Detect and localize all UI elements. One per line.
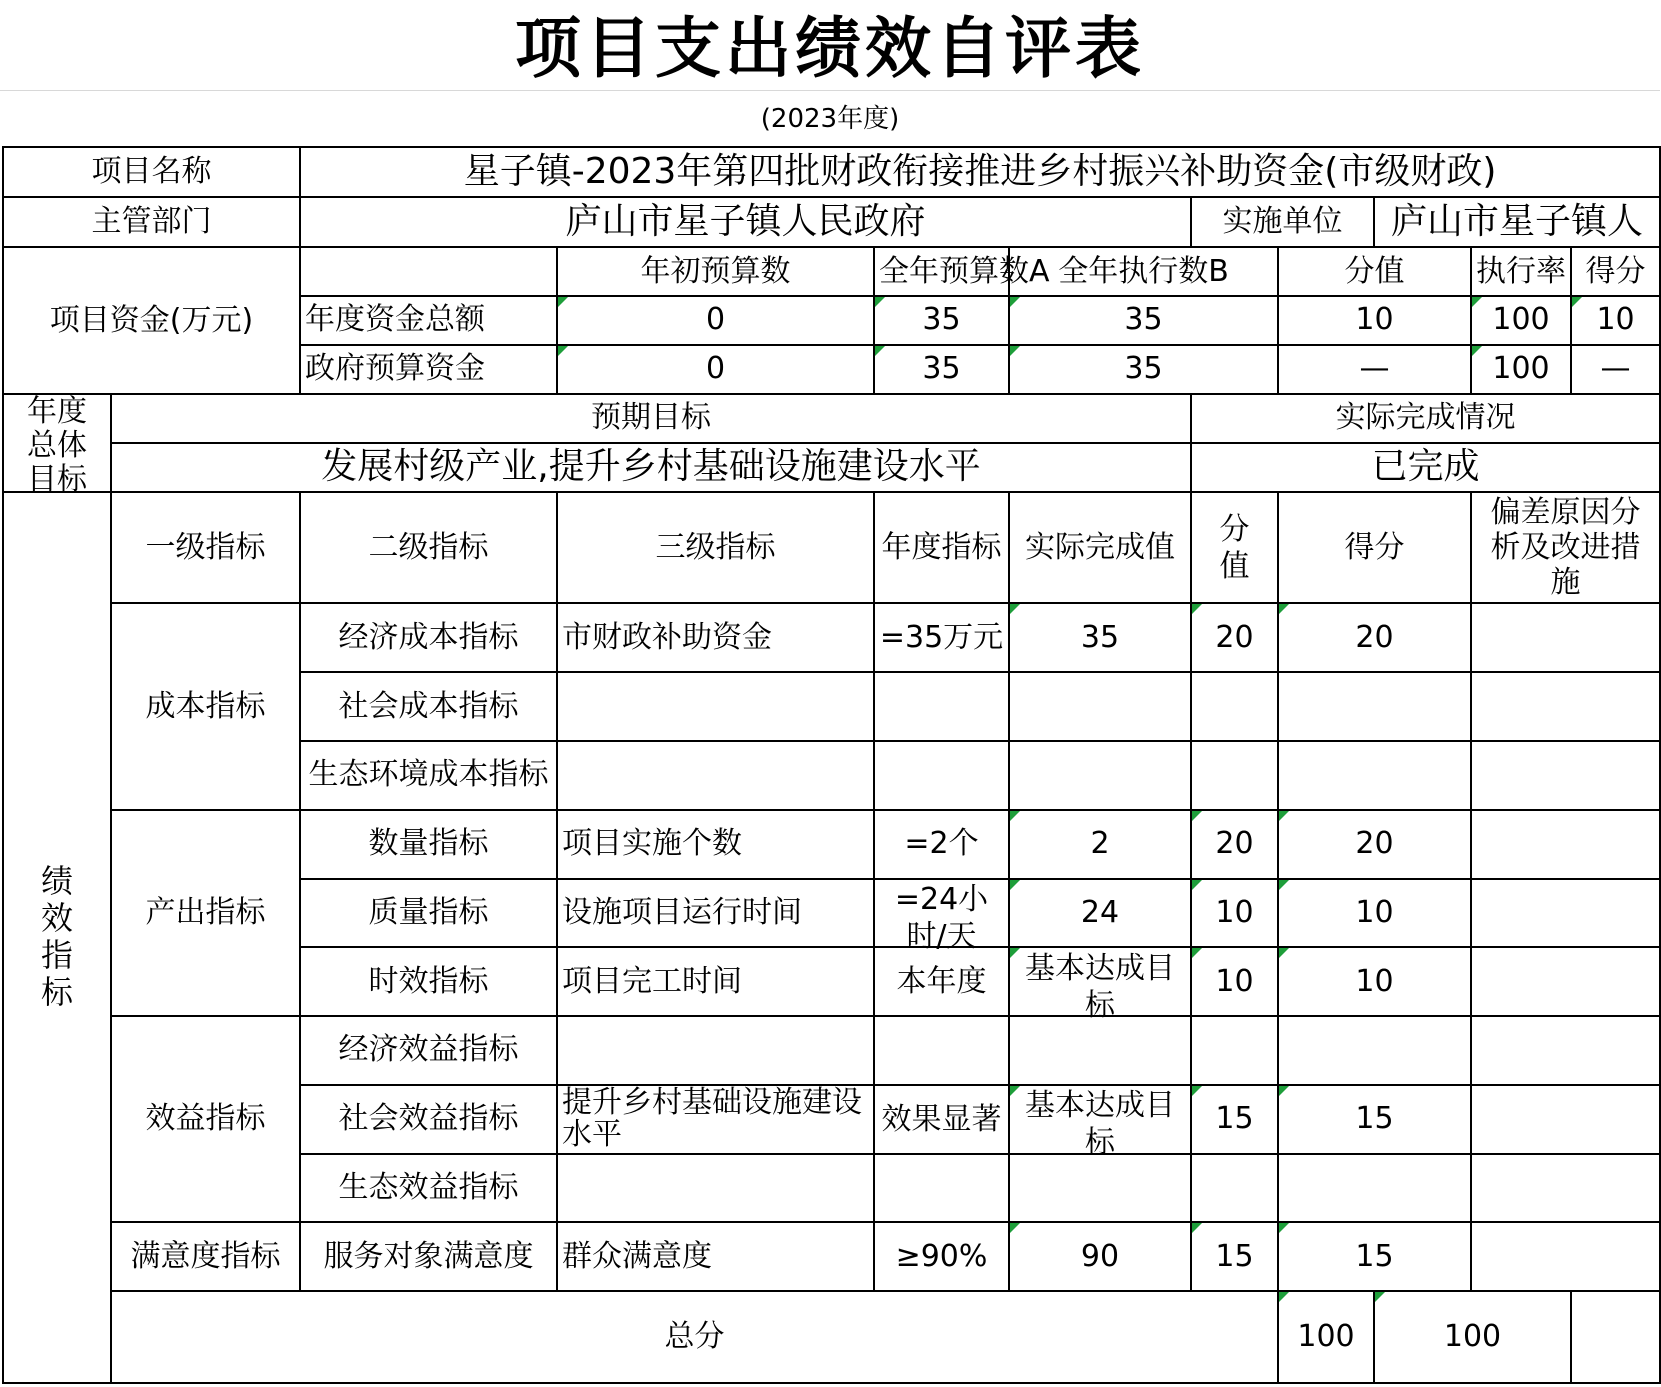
ind-level3[interactable] xyxy=(557,1154,874,1223)
impl-value[interactable]: 庐山市星子镇人 xyxy=(1374,197,1660,247)
funds-header-score: 得分 xyxy=(1571,247,1660,296)
ind-weight[interactable]: 20 xyxy=(1191,603,1278,672)
ind-note[interactable] xyxy=(1471,741,1660,810)
total-note[interactable] xyxy=(1571,1291,1660,1383)
ind-score[interactable]: 15 xyxy=(1278,1222,1471,1291)
ind-actual[interactable]: 基本达成目标 xyxy=(1009,1085,1191,1154)
funds-header-weight: 分值 xyxy=(1278,247,1471,296)
ind-weight[interactable]: 15 xyxy=(1191,1085,1278,1154)
ind-level3[interactable]: 项目实施个数 xyxy=(557,810,874,879)
ind-target[interactable]: =35万元 xyxy=(874,603,1009,672)
ind-note[interactable] xyxy=(1471,879,1660,948)
ind-actual[interactable]: 2 xyxy=(1009,810,1191,879)
ind-actual[interactable] xyxy=(1009,672,1191,741)
ind-actual[interactable]: 24 xyxy=(1009,879,1191,948)
funds-row-name: 政府预算资金 xyxy=(300,345,557,394)
funds-row-name: 年度资金总额 xyxy=(300,296,557,345)
ind-header-target: 年度指标 xyxy=(874,492,1009,604)
ind-header-score: 得分 xyxy=(1278,492,1471,604)
project-name-value[interactable]: 星子镇-2023年第四批财政衔接推进乡村振兴补助资金(市级财政) xyxy=(300,147,1660,197)
funds-row-rate[interactable]: 100 xyxy=(1471,296,1571,345)
ind-level3[interactable] xyxy=(557,672,874,741)
ind-level2: 社会效益指标 xyxy=(300,1085,557,1154)
ind-target[interactable] xyxy=(874,672,1009,741)
ind-actual[interactable] xyxy=(1009,1154,1191,1223)
self-evaluation-table xyxy=(2,146,1661,1384)
dept-label: 主管部门 xyxy=(3,197,300,247)
dept-value[interactable]: 庐山市星子镇人民政府 xyxy=(300,197,1191,247)
funds-header-initial: 年初预算数 xyxy=(557,247,874,296)
ind-weight[interactable] xyxy=(1191,1154,1278,1223)
goal-actual-value[interactable]: 已完成 xyxy=(1191,443,1660,492)
report-year: (2023年度) xyxy=(760,104,900,134)
ind-weight[interactable] xyxy=(1191,1016,1278,1085)
ind-level3[interactable]: 提升乡村基础设施建设水平 xyxy=(557,1085,874,1154)
ind-score[interactable]: 10 xyxy=(1278,947,1471,1016)
ind-level1: 成本指标 xyxy=(111,603,300,809)
ind-note[interactable] xyxy=(1471,1154,1660,1223)
ind-actual[interactable] xyxy=(1009,1016,1191,1085)
ind-level3[interactable] xyxy=(557,1016,874,1085)
ind-level1: 产出指标 xyxy=(111,810,300,1016)
ind-target[interactable] xyxy=(874,1154,1009,1223)
goal-expected-header: 预期目标 xyxy=(111,394,1191,443)
funds-row-executed[interactable]: 35 xyxy=(1009,296,1278,345)
funds-header-annual: 全年预算数A xyxy=(874,247,1009,296)
ind-weight[interactable]: 15 xyxy=(1191,1222,1278,1291)
ind-target[interactable]: =2个 xyxy=(874,810,1009,879)
total-label: 总分 xyxy=(111,1291,1278,1383)
ind-score[interactable] xyxy=(1278,1016,1471,1085)
goal-expected-value[interactable]: 发展村级产业,提升乡村基础设施建设水平 xyxy=(111,443,1191,492)
ind-target[interactable]: 本年度 xyxy=(874,947,1009,1016)
ind-score[interactable]: 20 xyxy=(1278,810,1471,879)
funds-row-weight[interactable]: 10 xyxy=(1278,296,1471,345)
ind-target[interactable] xyxy=(874,1016,1009,1085)
ind-level2: 社会成本指标 xyxy=(300,672,557,741)
ind-header-weight: 分值 xyxy=(1191,492,1278,604)
ind-note[interactable] xyxy=(1471,1016,1660,1085)
ind-level2: 经济效益指标 xyxy=(300,1016,557,1085)
ind-level2: 数量指标 xyxy=(300,810,557,879)
ind-level1: 满意度指标 xyxy=(111,1222,300,1291)
ind-header-actual: 实际完成值 xyxy=(1009,492,1191,604)
goal-actual-header: 实际完成情况 xyxy=(1191,394,1660,443)
ind-weight[interactable]: 10 xyxy=(1191,947,1278,1016)
indicators-side-label: 绩效指标 xyxy=(3,492,111,1383)
ind-level2: 生态效益指标 xyxy=(300,1154,557,1223)
funds-row-executed[interactable]: 35 xyxy=(1009,345,1278,394)
project-name-label: 项目名称 xyxy=(3,147,300,197)
ind-level3[interactable] xyxy=(557,741,874,810)
ind-level1: 效益指标 xyxy=(111,1016,300,1222)
total-weight[interactable]: 100 xyxy=(1278,1291,1374,1383)
ind-weight[interactable] xyxy=(1191,672,1278,741)
ind-weight[interactable]: 10 xyxy=(1191,879,1278,948)
ind-note[interactable] xyxy=(1471,810,1660,879)
ind-score[interactable]: 10 xyxy=(1278,879,1471,948)
ind-target[interactable]: ≥90% xyxy=(874,1222,1009,1291)
funds-row-annual[interactable]: 35 xyxy=(874,296,1009,345)
ind-level3[interactable]: 市财政补助资金 xyxy=(557,603,874,672)
ind-actual[interactable]: 90 xyxy=(1009,1222,1191,1291)
ind-target[interactable]: 效果显著 xyxy=(874,1085,1009,1154)
ind-actual[interactable]: 基本达成目标 xyxy=(1009,947,1191,1016)
ind-score[interactable] xyxy=(1278,1154,1471,1223)
page-title: 项目支出绩效自评表 xyxy=(515,9,1145,87)
funds-row-initial[interactable]: 0 xyxy=(557,296,874,345)
funds-label: 项目资金(万元) xyxy=(3,247,300,394)
funds-header-rate: 执行率 xyxy=(1471,247,1571,296)
funds-row-weight[interactable]: — xyxy=(1278,345,1471,394)
funds-row-score[interactable]: — xyxy=(1571,345,1660,394)
goal-label: 年度总体目标 xyxy=(3,394,111,492)
ind-note[interactable] xyxy=(1471,603,1660,672)
funds-row-initial[interactable]: 0 xyxy=(557,345,874,394)
total-score[interactable]: 100 xyxy=(1374,1291,1571,1383)
ind-weight[interactable] xyxy=(1191,741,1278,810)
ind-score[interactable]: 20 xyxy=(1278,603,1471,672)
ind-score[interactable]: 15 xyxy=(1278,1085,1471,1154)
ind-note[interactable] xyxy=(1471,947,1660,1016)
ind-level2: 质量指标 xyxy=(300,879,557,948)
ind-level3[interactable]: 群众满意度 xyxy=(557,1222,874,1291)
ind-level3[interactable]: 项目完工时间 xyxy=(557,947,874,1016)
ind-level2: 时效指标 xyxy=(300,947,557,1016)
title-divider xyxy=(0,90,1660,91)
ind-header-level3: 三级指标 xyxy=(557,492,874,604)
ind-score[interactable] xyxy=(1278,672,1471,741)
ind-note[interactable] xyxy=(1471,672,1660,741)
ind-weight[interactable]: 20 xyxy=(1191,810,1278,879)
ind-target[interactable] xyxy=(874,741,1009,810)
funds-header-executed: 全年执行数B xyxy=(1009,247,1278,296)
funds-row-annual[interactable]: 35 xyxy=(874,345,1009,394)
ind-actual[interactable]: 35 xyxy=(1009,603,1191,672)
ind-target[interactable]: =24小时/天 xyxy=(874,879,1009,948)
ind-level2: 经济成本指标 xyxy=(300,603,557,672)
ind-header-level1: 一级指标 xyxy=(111,492,300,604)
ind-header-level2: 二级指标 xyxy=(300,492,557,604)
ind-level2: 生态环境成本指标 xyxy=(300,741,557,810)
ind-note[interactable] xyxy=(1471,1222,1660,1291)
funds-row-score[interactable]: 10 xyxy=(1571,296,1660,345)
ind-level2: 服务对象满意度 xyxy=(300,1222,557,1291)
funds-header-blank xyxy=(300,247,557,296)
ind-header-note: 偏差原因分析及改进措施 xyxy=(1471,492,1660,604)
funds-row-rate[interactable]: 100 xyxy=(1471,345,1571,394)
impl-label: 实施单位 xyxy=(1191,197,1374,247)
ind-actual[interactable] xyxy=(1009,741,1191,810)
ind-level3[interactable]: 设施项目运行时间 xyxy=(557,879,874,948)
ind-score[interactable] xyxy=(1278,741,1471,810)
ind-note[interactable] xyxy=(1471,1085,1660,1154)
